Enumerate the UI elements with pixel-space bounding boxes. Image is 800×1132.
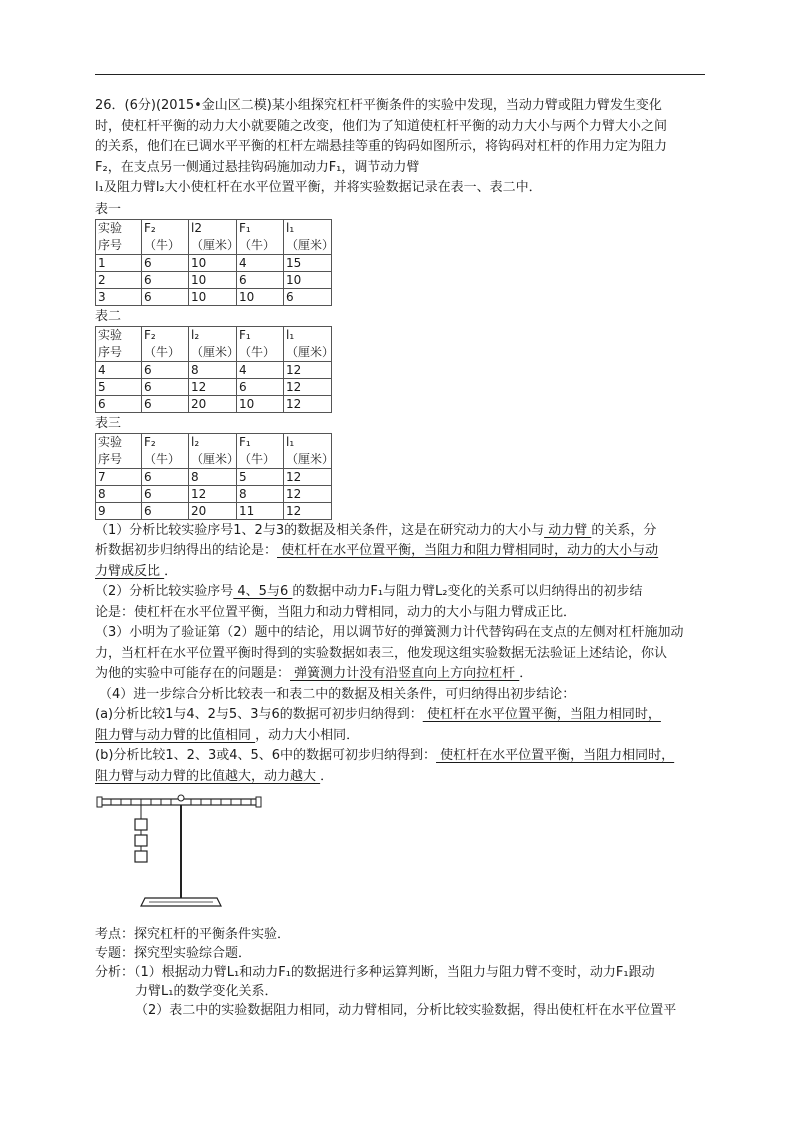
- table-cell: 15: [284, 254, 332, 271]
- table-cell: 6: [142, 502, 189, 519]
- question-3: （3）小明为了验证第（2）题中的结论，用以调节好的弹簧测力计代替钩码在支点的左侧对杠杆施加动 力，当杠杆在水平位置平衡时得到的实验数据如表三，他发现这组实验数据无法验证上述结论，你认 为他的实验中可能存在的问题是： 弹簧测力计没有沿竖直向上方向拉杠杆 ．: [95, 625, 684, 681]
- table-cell: 6: [142, 288, 189, 305]
- table-cell: 4: [96, 361, 142, 378]
- table-cell: 10: [284, 271, 332, 288]
- table-cell: 12: [284, 485, 332, 502]
- table-cell: 6: [142, 361, 189, 378]
- header-cell: l2 （厘米）: [189, 219, 237, 254]
- table-cell: 6: [142, 271, 189, 288]
- header-cell: F₂ （牛）: [142, 326, 189, 361]
- table-cell: 8: [237, 485, 284, 502]
- answer-blank: 动力臂: [544, 522, 592, 538]
- intro-line: 的关系，他们在已调水平平衡的杠杆左端悬挂等重的钩码如图所示，将钩码对杠杆的作用力定为阻力: [95, 139, 668, 154]
- table-row: [96, 502, 332, 519]
- table-cell: 6: [96, 395, 142, 412]
- question-4: （4）进一步综合分析比较表一和表二中的数据及相关条件，可归纳得出初步结论： (a)分析比较1与4、2与5、3与6的数据可初步归纳得到： 使杠杆在水平位置平衡，当阻力相同时， 阻力臂与动力臂的比值相同 ，动力大小相同． (b)分析比较1、2、3或4、5、6中的数据可初步归纳得到： 使杠杆在水平位置平衡，当阻力相同时， 阻力臂与动力臂的比值越大，动力越大 ．: [95, 686, 675, 784]
- table-row: [96, 468, 332, 485]
- header-cell: F₁ （牛）: [237, 326, 284, 361]
- header-cell: F₂ （牛）: [142, 433, 189, 468]
- question-1: （1）分析比较实验序号1、2与3的数据及相关条件，这是在研究动力的大小与 动力臂 的关系，分 析数据初步归纳得出的结论是： 使杠杆在水平位置平衡，当阻力和阻力臂相同时，动力的大小与动 力臂成反比 ．: [95, 522, 659, 579]
- answer-blank: 使杠杆在水平位置平衡，当阻力相同时，: [436, 748, 675, 763]
- table-cell: 6: [284, 288, 332, 305]
- table-row: [96, 395, 332, 412]
- table-caption: 表三: [95, 415, 122, 431]
- header-cell: l₂ （厘米）: [189, 433, 237, 468]
- data-table-3: [95, 433, 335, 520]
- table-cell: 5: [237, 468, 284, 485]
- answer-blank: 阻力臂与动力臂的比值越大，动力越大: [95, 768, 321, 784]
- header-cell: 实验 序号: [96, 326, 142, 361]
- table-cell: 10: [189, 271, 237, 288]
- table-row: [96, 361, 332, 378]
- question-2: （2）分析比较实验序号 4、5与6 的数据中动力F₁与阻力臂L₂变化的关系可以归纳得出的初步结 论是：使杠杆在水平位置平衡，当阻力和动力臂相同，动力的大小与阻力臂成正比．: [95, 584, 643, 620]
- header-cell: F₁ （牛）: [237, 433, 284, 468]
- question-intro: [95, 96, 707, 199]
- header-rule: [95, 74, 705, 75]
- table-cell: 6: [142, 485, 189, 502]
- table-cell: 9: [96, 502, 142, 519]
- answer-blank: 使杠杆在水平位置平衡，当阻力和阻力臂相同时，动力的大小与动: [277, 543, 659, 558]
- header-cell: F₂ （牛）: [142, 219, 189, 254]
- table-row: [96, 288, 332, 305]
- table-cell: 12: [284, 395, 332, 412]
- header-cell: l₁ （厘米）: [284, 433, 332, 468]
- table-cell: 12: [189, 485, 237, 502]
- data-table-1: [95, 219, 335, 306]
- intro-line: 26．(6分)(2015•金山区二模)某小组探究杠杆平衡条件的实验中发现，当动力臂或阻力臂发生变化: [95, 98, 662, 113]
- table-cell: 10: [237, 395, 284, 412]
- table-cell: 2: [96, 271, 142, 288]
- table-row: [96, 485, 332, 502]
- header-cell: l₂ （厘米）: [189, 326, 237, 361]
- table-header-row: [96, 433, 332, 468]
- answer-blank: 阻力臂与动力臂的比值相同: [95, 727, 256, 743]
- header-cell: l₁ （厘米）: [284, 326, 332, 361]
- table-cell: 7: [96, 468, 142, 485]
- table-cell: 6: [142, 378, 189, 395]
- data-table-2: [95, 326, 335, 413]
- header-cell: l₁ （厘米）: [284, 219, 332, 254]
- document-body: [95, 96, 707, 1020]
- table-cell: 20: [189, 502, 237, 519]
- table-row: [96, 254, 332, 271]
- answer-blank: 使杠杆在水平位置平衡，当阻力相同时，: [422, 707, 661, 722]
- table-caption: 表二: [95, 308, 122, 324]
- table-cell: 12: [284, 468, 332, 485]
- zhuanti-label: 专题：: [95, 946, 135, 961]
- fenxi-label: 分析：: [95, 965, 135, 980]
- table-cell: 11: [237, 502, 284, 519]
- answer-blank: 4、5与6: [233, 584, 293, 599]
- table-cell: 10: [237, 288, 284, 305]
- table-cell: 12: [284, 378, 332, 395]
- analysis-section: 考点：探究杠杆的平衡条件实验． 专题：探究型实验综合题． 分析：（1）根据动力臂L₁和动力F₁的数据进行多种运算判断，当阻力与阻力臂不变时，动力F₁跟动 力臂L₁的数学变化关系． （2）表二中的实验数据阻力相同，动力臂相同，分析比较实验数据，得出使杠杆在水平位置平: [95, 927, 677, 1018]
- table-cell: 8: [189, 361, 237, 378]
- table-cell: 5: [96, 378, 142, 395]
- header-cell: 实验 序号: [96, 433, 142, 468]
- header-cell: F₁ （牛）: [237, 219, 284, 254]
- answer-blank: 弹簧测力计没有沿竖直向上方向拉杠杆: [290, 666, 520, 681]
- table-cell: 6: [142, 395, 189, 412]
- answer-blank: 力臂成反比: [95, 563, 165, 579]
- lever-figure: [95, 793, 707, 915]
- table-cell: 8: [189, 468, 237, 485]
- table-cell: 10: [189, 254, 237, 271]
- table-cell: 4: [237, 254, 284, 271]
- table-cell: 12: [284, 361, 332, 378]
- table-cell: 12: [284, 502, 332, 519]
- table-cell: 20: [189, 395, 237, 412]
- table-cell: 4: [237, 361, 284, 378]
- intro-line: l₁及阻力臂l₂大小使杠杆在水平位置平衡，并将实验数据记录在表一、表二中．: [95, 180, 542, 195]
- table-header-row: [96, 219, 332, 254]
- table-cell: 12: [189, 378, 237, 395]
- table-cell: 8: [96, 485, 142, 502]
- intro-line: 时，使杠杆平衡的动力大小就要随之改变，他们为了知道使杠杆平衡的动力大小与两个力臂大小之间: [95, 118, 668, 134]
- table-row: [96, 271, 332, 288]
- header-cell: 实验 序号: [96, 219, 142, 254]
- table-cell: 1: [96, 254, 142, 271]
- intro-line: F₂，在支点另一侧通过悬挂钩码施加动力F₁，调节动力臂: [95, 159, 420, 175]
- table-cell: 3: [96, 288, 142, 305]
- table-row: [96, 378, 332, 395]
- table-cell: 6: [142, 468, 189, 485]
- table-cell: 6: [237, 378, 284, 395]
- table-header-row: [96, 326, 332, 361]
- table-cell: 10: [189, 288, 237, 305]
- kaodian-label: 考点：: [95, 927, 135, 942]
- table-cell: 6: [237, 271, 284, 288]
- lever-diagram-icon: [95, 793, 265, 915]
- table-cell: 6: [142, 254, 189, 271]
- table-caption: 表一: [95, 201, 122, 217]
